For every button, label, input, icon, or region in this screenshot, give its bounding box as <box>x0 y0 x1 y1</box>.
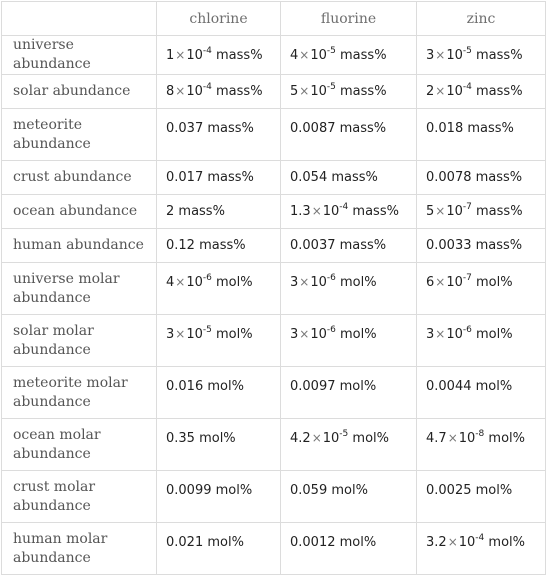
times-sign: × <box>435 327 446 341</box>
unit: mol% <box>476 275 513 290</box>
power-base: 10 <box>310 47 327 63</box>
value-cell-chlorine <box>157 263 281 315</box>
row-label: crust molar abundance <box>2 471 157 523</box>
value-cell-chlorine <box>157 36 281 75</box>
power-base: 10 <box>186 327 203 342</box>
value-cell-chlorine: 0.016 mol% <box>157 367 281 419</box>
row-label: solar molar abundance <box>2 315 157 367</box>
value-cell-zinc: 0.0044 mol% <box>417 367 546 419</box>
row-label: universe abundance <box>2 36 157 75</box>
unit: mass% <box>476 84 523 99</box>
value-cell-fluorine <box>281 315 417 367</box>
row-label: human abundance <box>2 229 157 263</box>
value-cell-chlorine <box>157 315 281 367</box>
value-cell-fluorine: 0.0087 mass% <box>281 109 417 161</box>
column-header-zinc: zinc <box>417 2 546 36</box>
value-cell-chlorine: 0.021 mol% <box>157 523 281 575</box>
exponent: -6 <box>462 325 472 335</box>
times-sign: × <box>299 47 310 62</box>
exponent: -6 <box>202 273 212 283</box>
value-cell-fluorine: 0.0012 mol% <box>281 523 417 575</box>
exponent: -5 <box>462 45 472 56</box>
value-cell-zinc <box>417 419 546 471</box>
table-row <box>2 315 546 367</box>
unit: mol% <box>216 275 253 290</box>
times-sign: × <box>435 204 446 218</box>
power-base: 10 <box>446 275 463 290</box>
power-base: 10 <box>446 47 463 63</box>
value-cell-fluorine <box>281 195 417 229</box>
table-row <box>2 419 546 471</box>
table-row <box>2 36 546 75</box>
table-row <box>2 109 546 161</box>
times-sign: × <box>175 47 186 62</box>
value-cell-zinc: 0.0025 mol% <box>417 471 546 523</box>
times-sign: × <box>175 327 186 341</box>
power-base: 10 <box>446 204 463 219</box>
times-sign: × <box>175 275 186 289</box>
mantissa: 3 <box>426 327 435 342</box>
unit: mol% <box>216 327 253 342</box>
value-cell-fluorine: 0.054 mass% <box>281 161 417 195</box>
unit: mass% <box>340 84 387 99</box>
table-row <box>2 195 546 229</box>
unit: mass% <box>476 47 523 63</box>
times-sign: × <box>311 431 322 445</box>
times-sign: × <box>447 535 458 549</box>
row-label: human molar abundance <box>2 523 157 575</box>
mantissa: 4.7 <box>426 431 447 446</box>
unit: mol% <box>476 327 513 342</box>
mantissa: 1.3 <box>290 204 311 219</box>
mantissa: 4 <box>290 47 299 63</box>
value-cell-fluorine <box>281 75 417 109</box>
exponent: -5 <box>326 82 336 92</box>
unit: mol% <box>352 431 390 446</box>
value-cell-chlorine: 0.12 mass% <box>157 229 281 263</box>
unit: mol% <box>340 275 377 290</box>
table-row <box>2 471 546 523</box>
mantissa: 6 <box>426 275 435 290</box>
value-cell-zinc <box>417 315 546 367</box>
power-base: 10 <box>310 275 327 290</box>
exponent: -4 <box>462 82 472 92</box>
row-label: ocean abundance <box>2 195 157 229</box>
power-base: 10 <box>310 327 327 342</box>
table-row <box>2 161 546 195</box>
exponent: -5 <box>339 429 349 439</box>
power-base: 10 <box>310 84 327 99</box>
value-cell-chlorine: 0.037 mass% <box>157 109 281 161</box>
exponent: -5 <box>202 325 212 335</box>
value-cell-zinc <box>417 523 546 575</box>
value-cell-fluorine <box>281 36 417 75</box>
exponent: -4 <box>202 45 212 56</box>
power-base: 10 <box>186 275 203 290</box>
mantissa: 8 <box>166 84 175 99</box>
value-cell-zinc <box>417 263 546 315</box>
value-cell-chlorine: 0.017 mass% <box>157 161 281 195</box>
mantissa: 3 <box>426 47 435 63</box>
power-base: 10 <box>322 204 340 219</box>
value-cell-zinc: 0.018 mass% <box>417 109 546 161</box>
exponent: -5 <box>326 45 336 56</box>
table-header <box>2 2 546 36</box>
exponent: -6 <box>326 325 336 335</box>
table-row <box>2 229 546 263</box>
abundance-table <box>1 1 546 575</box>
power-base: 10 <box>446 327 463 342</box>
exponent: -4 <box>202 82 212 92</box>
row-label: ocean molar abundance <box>2 419 157 471</box>
value-cell-chlorine: 2 mass% <box>157 195 281 229</box>
unit: mol% <box>488 535 526 550</box>
value-cell-chlorine <box>157 75 281 109</box>
row-label: universe molar abundance <box>2 263 157 315</box>
table-row <box>2 263 546 315</box>
value-cell-fluorine: 0.059 mol% <box>281 471 417 523</box>
power-base: 10 <box>186 84 203 99</box>
exponent: -4 <box>475 533 485 543</box>
times-sign: × <box>435 275 446 289</box>
unit: mass% <box>216 47 263 63</box>
mantissa: 4.2 <box>290 431 311 446</box>
times-sign: × <box>435 84 446 98</box>
corner-cell <box>2 2 157 36</box>
times-sign: × <box>299 84 310 98</box>
exponent: -6 <box>326 273 336 283</box>
unit: mass% <box>340 47 387 63</box>
table-row <box>2 367 546 419</box>
mantissa: 3 <box>166 327 175 342</box>
mantissa: 5 <box>426 204 435 219</box>
mantissa: 3.2 <box>426 535 447 550</box>
exponent: -7 <box>462 202 472 212</box>
table-body <box>2 36 546 575</box>
row-label: solar abundance <box>2 75 157 109</box>
value-cell-zinc <box>417 195 546 229</box>
mantissa: 3 <box>290 275 299 290</box>
value-cell-zinc: 0.0078 mass% <box>417 161 546 195</box>
value-cell-fluorine: 0.0097 mol% <box>281 367 417 419</box>
exponent: -7 <box>462 273 472 283</box>
value-cell-fluorine: 0.0037 mass% <box>281 229 417 263</box>
unit: mol% <box>340 327 377 342</box>
unit: mass% <box>352 204 399 219</box>
power-base: 10 <box>446 84 463 99</box>
column-header-chlorine: chlorine <box>157 2 281 36</box>
unit: mass% <box>476 204 523 219</box>
row-label: meteorite molar abundance <box>2 367 157 419</box>
value-cell-zinc: 0.0033 mass% <box>417 229 546 263</box>
unit: mol% <box>488 431 526 446</box>
table-row <box>2 75 546 109</box>
exponent: -8 <box>475 429 485 439</box>
value-cell-chlorine: 0.0099 mol% <box>157 471 281 523</box>
unit: mass% <box>216 84 263 99</box>
times-sign: × <box>175 84 186 98</box>
power-base: 10 <box>458 535 476 550</box>
header-row <box>2 2 546 36</box>
mantissa: 1 <box>166 47 175 63</box>
row-label: meteorite abundance <box>2 109 157 161</box>
mantissa: 3 <box>290 327 299 342</box>
mantissa: 5 <box>290 84 299 99</box>
mantissa: 4 <box>166 275 175 290</box>
power-base: 10 <box>458 431 476 446</box>
column-header-fluorine: fluorine <box>281 2 417 36</box>
times-sign: × <box>311 204 322 218</box>
power-base: 10 <box>322 431 340 446</box>
value-cell-zinc <box>417 36 546 75</box>
mantissa: 2 <box>426 84 435 99</box>
power-base: 10 <box>186 47 203 63</box>
times-sign: × <box>435 47 446 62</box>
row-label: crust abundance <box>2 161 157 195</box>
times-sign: × <box>299 275 310 289</box>
value-cell-zinc <box>417 75 546 109</box>
table-row <box>2 523 546 575</box>
value-cell-fluorine <box>281 419 417 471</box>
times-sign: × <box>447 431 458 445</box>
exponent: -4 <box>339 202 349 212</box>
times-sign: × <box>299 327 310 341</box>
value-cell-fluorine <box>281 263 417 315</box>
value-cell-chlorine: 0.35 mol% <box>157 419 281 471</box>
